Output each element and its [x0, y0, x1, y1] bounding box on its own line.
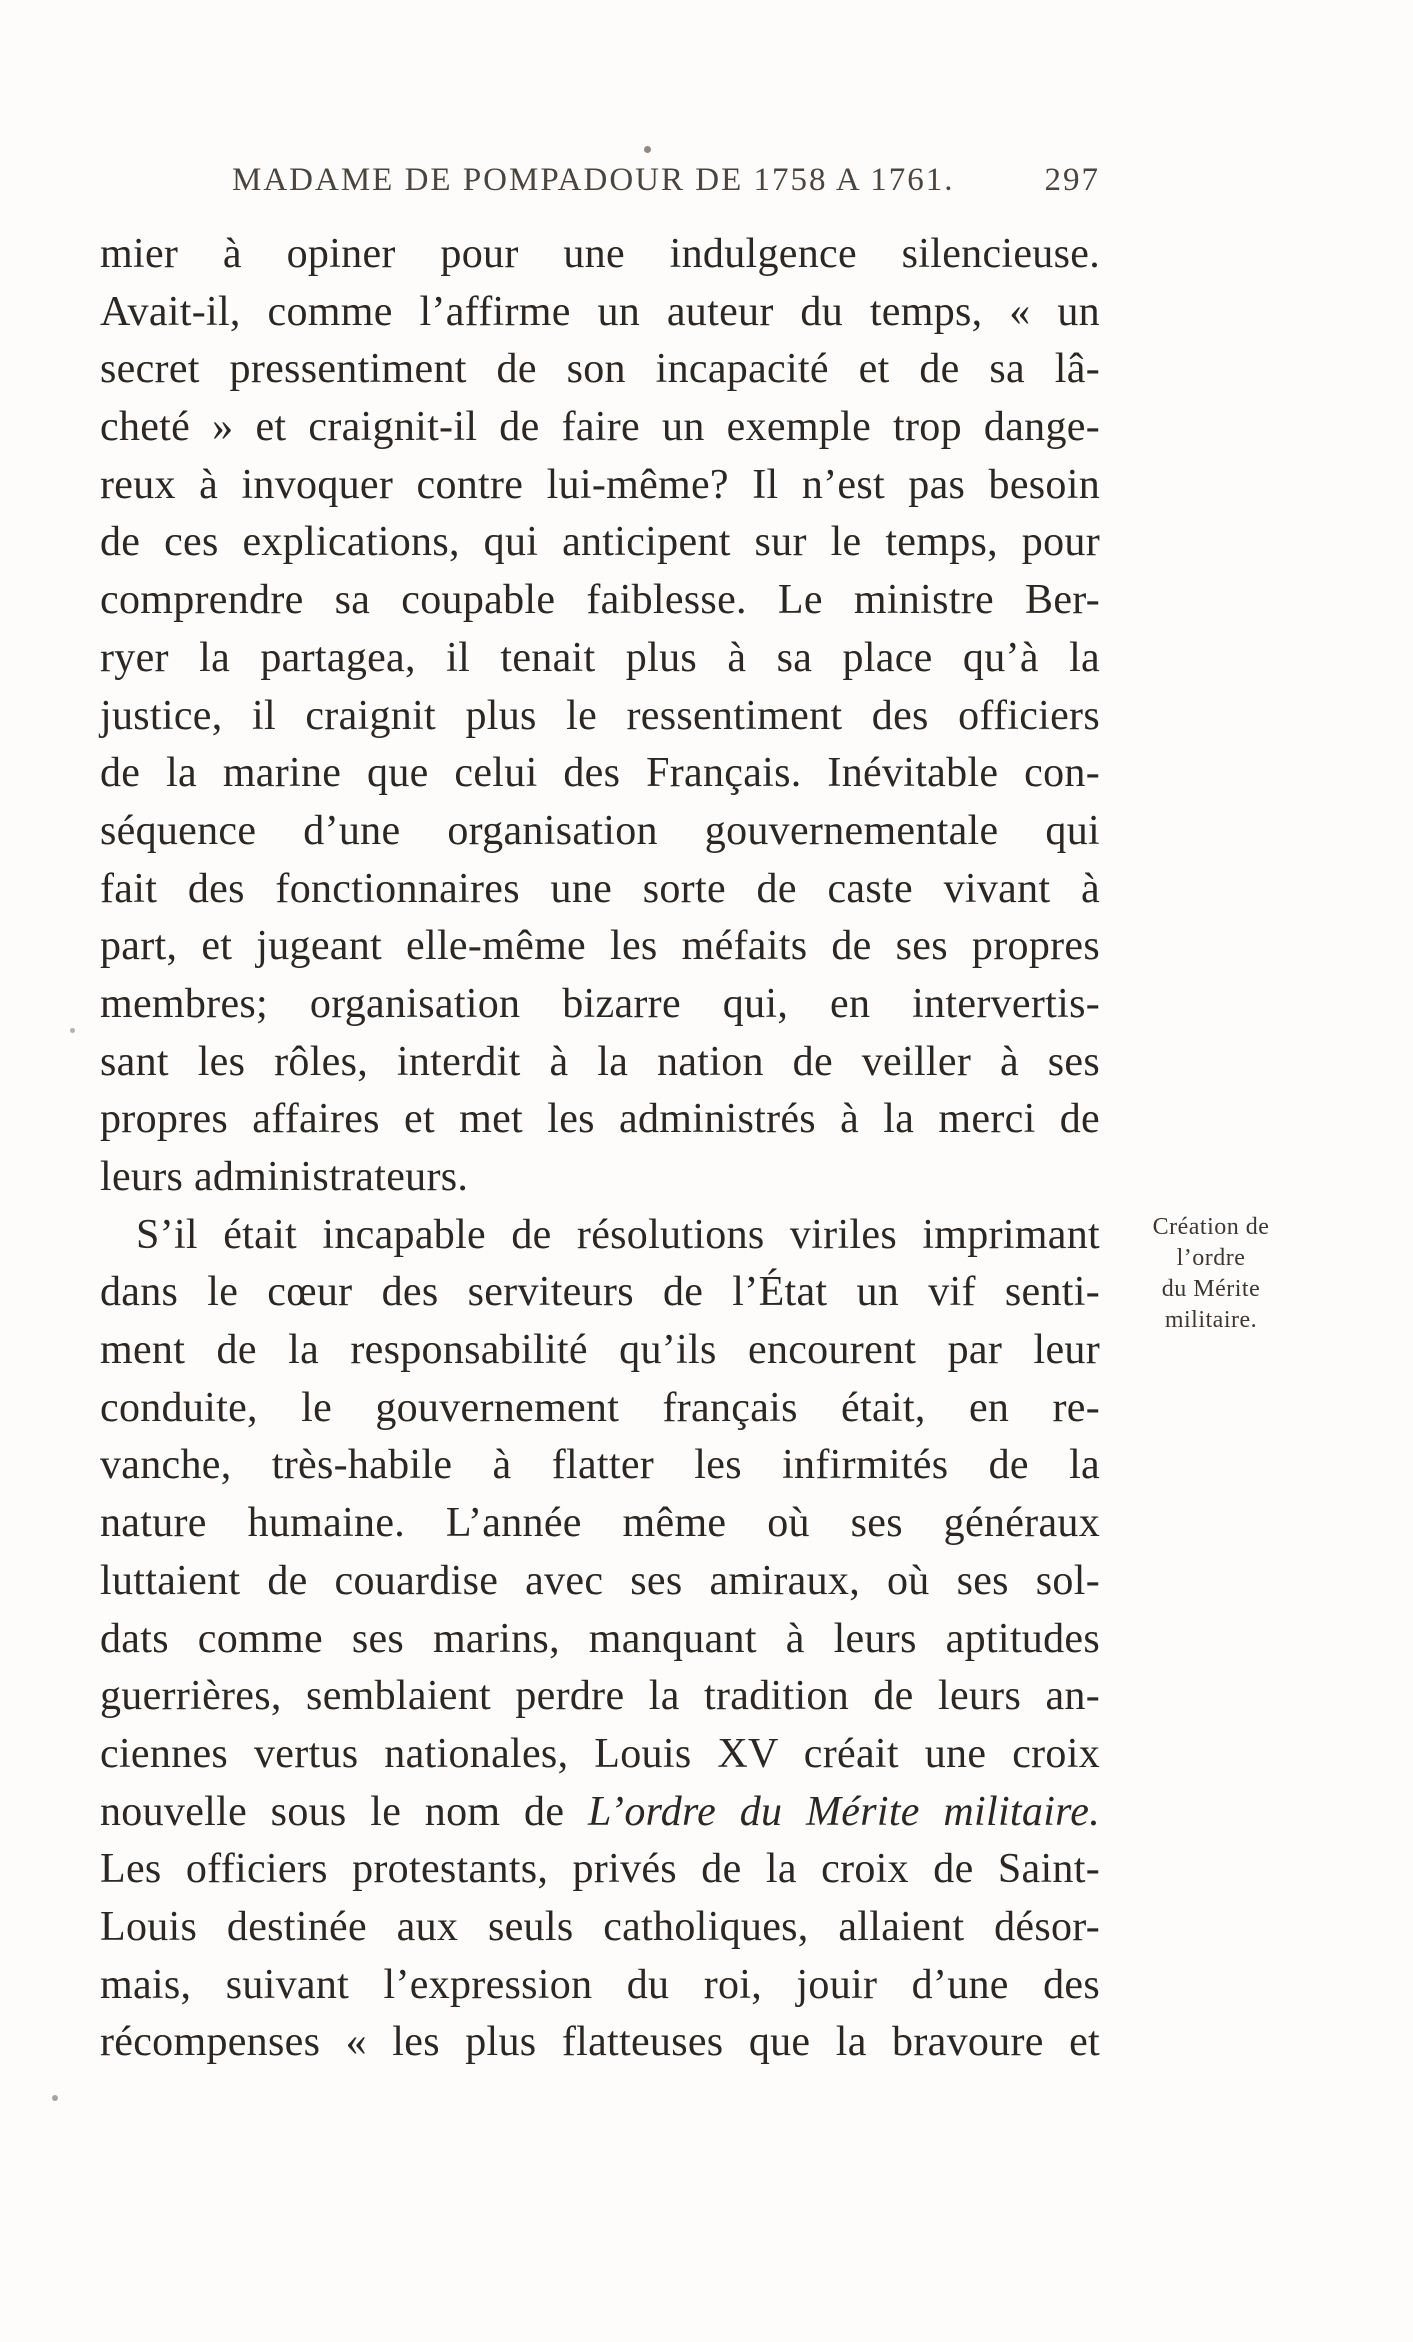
text-line: Louis destinée aux seuls catholiques, allaient désor-	[100, 1903, 1100, 1950]
text-line: Avait-il, comme l’affirme un auteur du temps, « un	[100, 288, 1100, 335]
text-line: récompenses « les plus flatteuses que la bravoure et	[100, 2019, 1100, 2066]
ink-speck	[70, 1028, 75, 1033]
text-line-italic	[100, 1784, 1100, 1842]
text-line: membres; organisation bizarre qui, en intervertis-	[100, 980, 1100, 1027]
text-line: dats comme ses marins, manquant à leurs aptitudes	[100, 1615, 1100, 1662]
text-line: de la marine que celui des Français. Inévitable con-	[100, 750, 1100, 797]
text-line: propres affaires et met les administrés à la merci de	[100, 1096, 1100, 1143]
text-line: secret pressentiment de son incapacité et de sa lâ-	[100, 346, 1100, 393]
text-line: luttaient de couardise avec ses amiraux, où ses sol-	[100, 1557, 1100, 1604]
text-line: Les officiers protestants, privés de la croix de Saint-	[100, 1846, 1100, 1893]
text-line: cheté » et craignit-il de faire un exemple trop dange-	[100, 404, 1100, 451]
text-line: mier à opiner pour une indulgence silencieuse.	[100, 231, 1100, 277]
ink-speck	[644, 146, 651, 153]
text-line: mais, suivant l’expression du roi, jouir d’une des	[100, 1961, 1100, 2008]
text-line: ment de la responsabilité qu’ils encourent par leur	[100, 1327, 1100, 1374]
running-head	[232, 162, 1100, 202]
text-line: leurs administrateurs.	[100, 1154, 469, 1200]
margin-note	[1126, 1212, 1296, 1336]
margin-note-line: l’ordre	[1176, 1245, 1246, 1271]
text-line: reux à invoquer contre lui-même? Il n’est pas besoin	[100, 461, 1100, 508]
text-line: sant les rôles, interdit à la nation de veiller à ses	[100, 1038, 1100, 1085]
text-line: nature humaine. L’année même où ses généraux	[100, 1500, 1100, 1547]
text-line: justice, il craignit plus le ressentiment des officiers	[100, 692, 1100, 739]
text-line: séquence d’une organisation gouvernementale qui	[100, 807, 1100, 854]
page-number: 297	[1044, 162, 1100, 198]
text-line: S’il était incapable de résolutions viriles imprimant	[136, 1211, 1100, 1258]
text-line: ryer la partagea, il tenait plus à sa place qu’à la	[100, 634, 1100, 681]
text-line: part, et jugeant elle-même les méfaits de ses propres	[100, 923, 1100, 970]
text-line: guerrières, semblaient perdre la tradition de leurs an-	[100, 1673, 1100, 1720]
margin-note-line: Création de	[1152, 1214, 1270, 1240]
body-text	[100, 226, 1100, 2072]
order-name: L’ordre du Mérite militaire.	[587, 1788, 1100, 1835]
text-line: dans le cœur des serviteurs de l’État un vif senti-	[100, 1269, 1100, 1316]
text-line: ciennes vertus nationales, Louis XV créait une croix	[100, 1730, 1100, 1777]
margin-note-line: militaire.	[1164, 1307, 1258, 1333]
italic-line-lead: nouvelle sous le nom de	[100, 1788, 588, 1835]
running-title: MADAME DE POMPADOUR DE 1758 A 1761.	[232, 162, 955, 198]
ink-speck	[52, 2095, 58, 2101]
text-line: comprendre sa coupable faiblesse. Le ministre Ber-	[100, 577, 1100, 624]
text-line: vanche, très-habile à flatter les infirmités de la	[100, 1442, 1100, 1489]
text-line: fait des fonctionnaires une sorte de caste vivant à	[100, 865, 1100, 912]
margin-note-line: du Mérite	[1161, 1276, 1261, 1302]
text-line: conduite, le gouvernement français était, en re-	[100, 1384, 1100, 1431]
text-line: de ces explications, qui anticipent sur le temps, pour	[100, 519, 1100, 566]
